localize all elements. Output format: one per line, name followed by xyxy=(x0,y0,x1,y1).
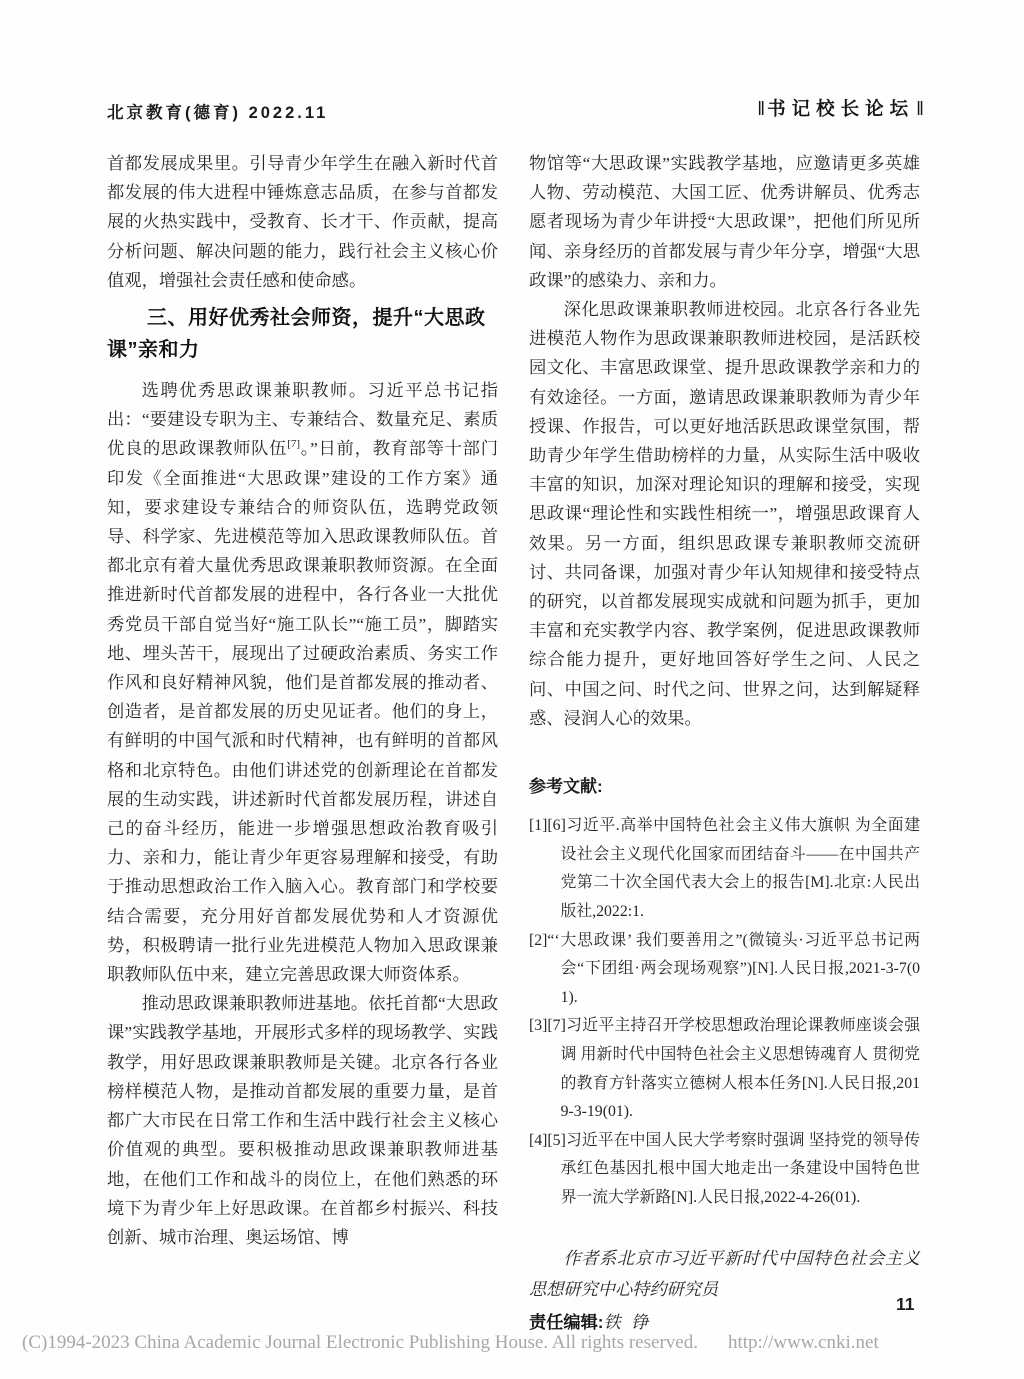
editor-label: 责任编辑: xyxy=(529,1311,604,1332)
author-affiliation-note: 作者系北京市习近平新时代中国特色社会主义思想研究中心特约研究员 xyxy=(529,1248,920,1299)
reference-item: [4][5]习近平在中国人民大学考察时强调 坚持党的领导传承红色基因扎根中国大地走出一条建设中国特色世界一流大学新路[N].人民日报,2022-4-26(01). xyxy=(529,1131,920,1206)
reference-item: [2]“‘大思政课’ 我们要善用之”(微镜头·习近平总书记两会“下团组·两会现场观察”)[N].人民日报,2021-3-7(01). xyxy=(529,931,920,1006)
copyright-text: (C)1994-2023 China Academic Journal Electronic Publishing House. All rights reserved. xyxy=(22,1332,698,1353)
left-column xyxy=(107,149,498,1252)
paragraph-text: 选聘优秀思政课兼职教师。习近平总书记指出：“要建设专职为主、专兼结合、数量充足、素质优良的思政课教师队伍 xyxy=(107,381,498,459)
reference-item: [3][7]习近平主持召开学校思想政治理论课教师座谈会强调 用新时代中国特色社会主义思想铸魂育人 贯彻党的教育方针落实立德树人根本任务[N].人民日报,2019-3-19(01). xyxy=(529,1017,920,1121)
banner-bar-left-icon: ‖ xyxy=(757,99,766,120)
banner-bar-right-icon: ‖ xyxy=(916,99,924,120)
paragraph-continuation: 首都发展成果里。引导青少年学生在融入新时代首都发展的伟大进程中锤炼意志品质，在参与首都发展的火热实践中，受教育、长才干、作贡献，提高分析问题、解决问题的能力，践行社会主义核心价值观，增强社会责任感和使命感。 xyxy=(107,154,498,290)
banner-title: 书记校长论坛 xyxy=(767,98,915,119)
references-heading: 参考文献: xyxy=(529,777,603,797)
column-banner xyxy=(757,95,924,121)
paragraph-text: 。”日前，教育部等十部门印发《全面推进“大思政课”建设的工作方案》通知，要求建设专兼结合的师资队伍，选聘党政领导、科学家、先进模范等加入思政课教师队伍。首都北京有着大量优秀思政课兼职教师资源。在全面推进新时代首都发展的进程中，各行各业一大批优秀党员干部自觉当好“施工队长”“施工员”，脚踏实地、埋头苦干，展现出了过硬政治素质、务实工作作风和良好精神风貌，他们是首都发展的推动者、创造者，是首都发展的历史见证者。他们的身上，有鲜明的中国气派和时代精神，也有鲜明的首都风格和北京特色。由他们讲述党的创新理论在首都发展的生动实践，讲述新时代首都发展历程，讲述自己的奋斗经历，能进一步增强思想政治教育吸引力、亲和力，能让青少年更容易理解和接受，有助于推动思想政治工作入脑入心。教育部门和学校要结合需要，充分用好首都发展优势和人才资源优势，积极聘请一批行业先进模范人物加入思政课兼职教师队伍中来，建立完善思政课大师资体系。 xyxy=(107,439,498,985)
paragraph-continuation: 物馆等“大思政课”实践教学基地，应邀请更多英雄人物、劳动模范、大国工匠、优秀讲解员、优秀志愿者现场为青少年讲授“大思政课”，把他们所见所闻、亲身经历的首都发展与青少年分享，增强“大思政课”的感染力、亲和力。 xyxy=(529,154,920,290)
citation-superscript: [7] xyxy=(287,438,301,451)
paragraph: 推动思政课兼职教师进基地。依托首都“大思政课”实践教学基地，开展形式多样的现场教学、实践教学，用好思政课兼职教师是关键。北京各行各业榜样模范人物，是推动首都发展的重要力量，是首都广大市民在日常工作和生活中践行社会主义核心价值观的典型。要积极推动思政课兼职教师进基地，在他们工作和战斗的岗位上，在他们熟悉的环境下为青少年上好思政课。在首都乡村振兴、科技创新、城市治理、奥运场馆、博 xyxy=(107,994,498,1247)
copyright-footer xyxy=(22,1332,1002,1354)
cnki-url: http://www.cnki.net xyxy=(727,1332,879,1353)
right-column xyxy=(529,149,920,1337)
editor-name: 铁 铮 xyxy=(603,1312,652,1332)
reference-item: [1][6]习近平.高举中国特色社会主义伟大旗帜 为全面建设社会主义现代化国家而团结奋斗——在中国共产党第二十次全国代表大会上的报告[M].北京:人民出版社,2022:1. xyxy=(529,817,920,921)
page-number: 11 xyxy=(896,1294,915,1314)
section-heading: 三、用好优秀社会师资，提升“大思政课”亲和力 xyxy=(107,307,486,361)
paragraph: 深化思政课兼职教师进校园。北京各行各业先进模范人物作为思政课兼职教师进校园，是活跃校园文化、丰富思政课堂、提升思政课教学亲和力的有效途径。一方面，邀请思政课兼职教师为青少年授课、作报告，可以更好地活跃思政课堂氛围，帮助青少年学生借助榜样的力量，从实际生活中吸收丰富的知识，加深对理论知识的理解和接受，实现思政课“理论性和实践性相统一”，增强思政课育人效果。另一方面，组织思政课专兼职教师交流研讨、共同备课，加强对青少年认知规律和接受特点的研究，以首都发展现实成就和问题为抓手，更加丰富和充实教学内容、教学案例，促进思政课教师综合能力提升，更好地回答好学生之问、人民之问、中国之问、时代之问、世界之问，达到解疑释惑、浸润人心的效果。 xyxy=(529,300,920,728)
journal-issue-title: 北京教育(德育) 2022.11 xyxy=(107,104,329,122)
paragraph xyxy=(107,376,498,989)
